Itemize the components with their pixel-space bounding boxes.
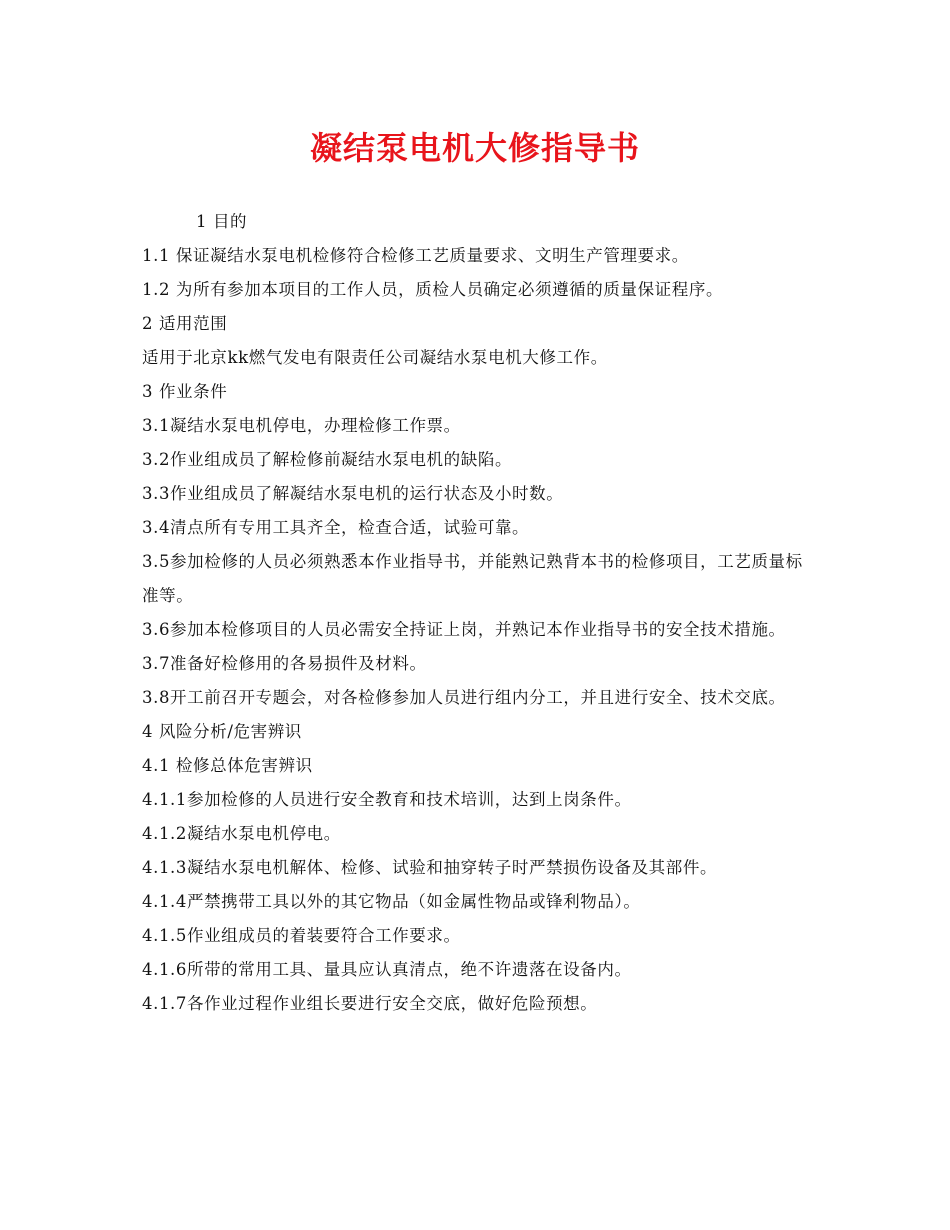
paragraph-4-1-3: 4.1.3凝结水泵电机解体、检修、试验和抽穿转子时严禁损伤设备及其部件。 xyxy=(142,858,718,877)
paragraph-3-3: 3.3作业组成员了解凝结水泵电机的运行状态及小时数。 xyxy=(142,484,564,503)
paragraph-3-4: 3.4清点所有专用工具齐全，检查合适，试验可靠。 xyxy=(142,518,530,537)
paragraph-4-1-7: 4.1.7各作业过程作业组长要进行安全交底，做好危险预想。 xyxy=(142,994,598,1013)
paragraph-3-5: 3.5参加检修的人员必须熟悉本作业指导书，并能熟记熟背本书的检修项目，工艺质量标准等。 xyxy=(142,552,803,605)
section-heading-purpose: 1 目的 xyxy=(196,212,248,231)
section-heading-conditions: 3 作业条件 xyxy=(142,382,228,401)
document-body xyxy=(142,205,814,1021)
paragraph-3-2: 3.2作业组成员了解检修前凝结水泵电机的缺陷。 xyxy=(142,450,513,469)
paragraph-3-1: 3.1凝结水泵电机停电，办理检修工作票。 xyxy=(142,416,461,435)
paragraph-4-1-5: 4.1.5作业组成员的着装要符合工作要求。 xyxy=(142,926,461,945)
paragraph-4-1-2: 4.1.2凝结水泵电机停电。 xyxy=(142,824,341,843)
paragraph-4-1-4: 4.1.4严禁携带工具以外的其它物品（如金属性物品或锋利物品）。 xyxy=(142,892,641,911)
paragraph-4-1: 4.1 检修总体危害辨识 xyxy=(142,756,313,775)
paragraph-3-7: 3.7准备好检修用的各易损件及材料。 xyxy=(142,654,427,673)
document-title: 凝结泵电机大修指导书 xyxy=(309,129,640,167)
paragraph-1-2: 1.2 为所有参加本项目的工作人员，质检人员确定必须遵循的质量保证程序。 xyxy=(142,280,724,299)
section-heading-risk: 4 风险分析/危害辨识 xyxy=(142,722,302,741)
paragraph-4-1-1: 4.1.1参加检修的人员进行安全教育和技术培训，达到上岗条件。 xyxy=(142,790,632,809)
paragraph-3-8: 3.8开工前召开专题会，对各检修参加人员进行组内分工，并且进行安全、技术交底。 xyxy=(142,688,786,707)
paragraph-3-6: 3.6参加本检修项目的人员必需安全持证上岗，并熟记本作业指导书的安全技术措施。 xyxy=(142,620,786,639)
paragraph-1-1: 1.1 保证凝结水泵电机检修符合检修工艺质量要求、文明生产管理要求。 xyxy=(142,246,689,265)
paragraph-scope: 适用于北京kk燃气发电有限责任公司凝结水泵电机大修工作。 xyxy=(142,348,608,367)
section-heading-scope: 2 适用范围 xyxy=(142,314,228,333)
paragraph-4-1-6: 4.1.6所带的常用工具、量具应认真清点，绝不许遗落在设备内。 xyxy=(142,960,632,979)
